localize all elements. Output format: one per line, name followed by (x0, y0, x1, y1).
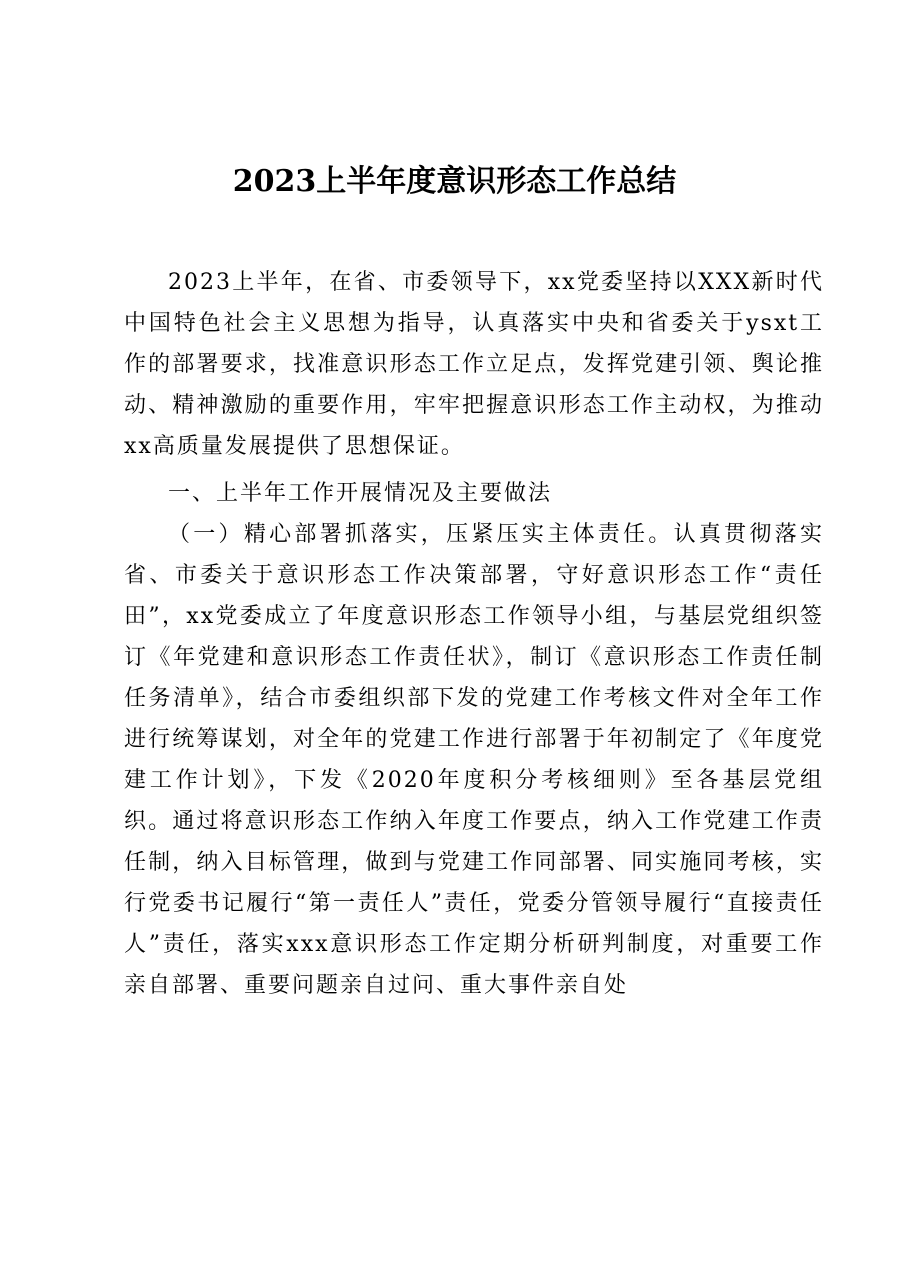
document-body (124, 262, 824, 1006)
intro-paragraph: 2023上半年，在省、市委领导下，xx党委坚持以XXX新时代中国特色社会主义思想为指导，认真落实中央和省委关于ysxt工作的部署要求，找准意识形态工作立足点，发挥党建引领、舆论推动、精神激励的重要作用，牢牢把握意识形态工作主动权，为推动xx高质量发展提供了思想保证。 (124, 270, 824, 459)
section-paragraph: （一）精心部署抓落实，压紧压实主体责任。认真贯彻落实省、市委关于意识形态工作决策部署，守好意识形态工作“责任田”，xx党委成立了年度意识形态工作领导小组，与基层党组织签订《年党建和意识形态工作责任状》，制订《意识形态工作责任制任务清单》，结合市委组织部下发的党建工作考核文件对全年工作进行统筹谋划，对全年的党建工作进行部署于年初制定了《年度党建工作计划》，下发《2020年度积分考核细则》至各基层党组织。通过将意识形态工作纳入年度工作要点，纳入工作党建工作责任制，纳入目标管理，做到与党建工作同部署、同实施同考核，实行党委书记履行“第一责任人”责任，党委分管领导履行“直接责任人”责任，落实xxx意识形态工作定期分析研判制度，对重要工作亲自部署、重要问题亲自过问、重大事件亲自处 (124, 522, 824, 998)
section-heading: 一、上半年工作开展情况及主要做法 (168, 481, 553, 506)
document-title: 2023上半年度意识形态工作总结 (232, 164, 677, 199)
